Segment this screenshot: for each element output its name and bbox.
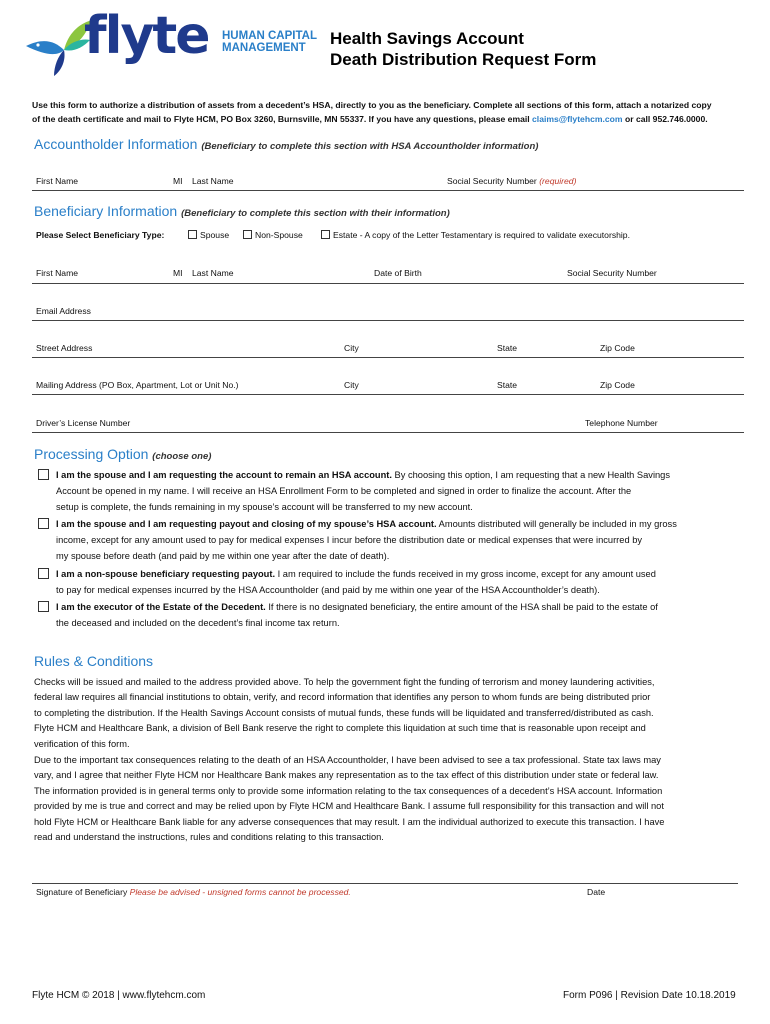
unsigned-warning: Please be advised - unsigned forms cannot be processed. — [129, 887, 351, 897]
divider — [32, 394, 744, 395]
beneficiary-last-name-field[interactable]: Last Name — [192, 268, 234, 278]
rules-p2-line: The information provided is in general terms only to provide some information relating to the tax consequences of a decedent’s HSA account. Information — [34, 785, 663, 796]
mailing-state-field[interactable]: State — [497, 380, 518, 390]
accountholder-ssn-field[interactable] — [447, 176, 576, 186]
footer-left: Flyte HCM © 2018 | www.flytehcm.com — [32, 990, 206, 1001]
form-title-line-2: Death Distribution Request Form — [330, 50, 597, 69]
option-4-line-1: I am the executor of the Estate of the Decedent. If there is no designated beneficiary, the entire amount of the HSA shall be paid to the estate of — [56, 602, 658, 612]
beneficiary-heading — [34, 203, 450, 219]
form-title — [330, 28, 596, 70]
processing-note: (choose one) — [152, 451, 212, 462]
option-3-line-1: I am a non-spouse beneficiary requesting payout. I am required to include the funds received in my gross income, except for any amount used — [56, 569, 656, 579]
processing-title: Processing Option — [34, 446, 149, 462]
signature-line — [32, 883, 738, 884]
intro-line-1: Use this form to authorize a distribution of assets from a decedent’s HSA, directly to you as the beneficiary. Complete all sections of this form, attach a notarized copy — [32, 100, 712, 110]
accountholder-ssn-label: Social Security Number — [447, 176, 537, 186]
rules-heading: Rules & Conditions — [34, 653, 154, 669]
rules-p1-line: verification of this form. — [34, 738, 130, 749]
signature-label: Signature of Beneficiary — [36, 887, 128, 897]
logo-tagline-2: MANAGEMENT — [222, 42, 306, 54]
required-marker: (required) — [539, 176, 577, 186]
option-1-text — [56, 467, 728, 515]
accountholder-mi-field[interactable]: MI — [173, 176, 183, 186]
beneficiary-mi-field[interactable]: MI — [173, 268, 183, 278]
mailing-address-field[interactable]: Mailing Address (PO Box, Apartment, Lot or Unit No.) — [36, 380, 239, 390]
footer-form-number: Form P096 | Revision Date 10.18.2019 — [563, 990, 736, 1001]
option-1-line-3: setup is complete, the funds remaining in my spouse’s account will be transferred to my new account. — [56, 502, 473, 512]
rules-p1-line: Flyte HCM and Healthcare Bank, a division of Bell Bank reserve the right to complete this liquidation at such time that is reasonable upon receipt and — [34, 723, 646, 734]
option-2-text — [56, 516, 728, 564]
claims-email-link[interactable]: claims@flytehcm.com — [532, 114, 623, 124]
rules-p2-line: provided by me is true and correct and may be relied upon by Flyte HCM and Healthcare Bank. I assume full responsibility for this transaction and will not — [34, 801, 664, 812]
divider — [32, 357, 744, 358]
intro-text — [32, 98, 744, 126]
processing-heading — [34, 446, 211, 462]
beneficiary-dob-field[interactable]: Date of Birth — [374, 268, 422, 278]
beneficiary-note: (Beneficiary to complete this section with their information) — [181, 208, 450, 219]
option-3-text — [56, 566, 728, 598]
accountholder-last-name-field[interactable]: Last Name — [192, 176, 234, 186]
rules-p1-line: Checks will be issued and mailed to the address provided above. To help the government fight the funding of terrorism and money laundering activities, — [34, 677, 655, 687]
rules-p2-line: hold Flyte HCM or Healthcare Bank liable for any adverse consequences that may result. I am the individual authorized to execute this transaction. I have — [34, 816, 665, 827]
form-title-line-1: Health Savings Account — [330, 29, 524, 48]
beneficiary-title: Beneficiary Information — [34, 203, 178, 219]
option-2-checkbox[interactable] — [38, 518, 49, 529]
logo-wordmark: flyte — [84, 6, 209, 66]
accountholder-title: Accountholder Information — [34, 136, 198, 152]
divider — [32, 283, 744, 284]
option-3-line-2: to pay for medical expenses incurred by the HSA Accountholder (and paid by me within one year of the HSA Accountholder’s death). — [56, 585, 600, 595]
signature-date-field[interactable]: Date — [587, 887, 606, 897]
divider — [32, 432, 744, 433]
option-1-checkbox[interactable] — [38, 469, 49, 480]
spouse-option[interactable]: Spouse — [188, 230, 229, 240]
option-2-line-2: income, except for any amount used to pay for medical expenses I incur before the distribution date or medical expenses that were incurred by — [56, 535, 643, 545]
accountholder-heading — [34, 136, 538, 152]
option-2-line-1: I am the spouse and I am requesting payout and closing of my spouse’s HSA account. Amounts distributed will generally be included in my gross — [56, 519, 677, 529]
processing-option-1[interactable] — [38, 467, 728, 515]
divider — [32, 320, 744, 321]
beneficiary-type-label: Please Select Beneficiary Type: — [36, 230, 165, 240]
processing-option-4[interactable] — [38, 599, 728, 631]
rules-p2-line: read and understand the instructions, rules and conditions relating to this transaction. — [34, 832, 384, 843]
accountholder-note: (Beneficiary to complete this section with HSA Accountholder information) — [201, 141, 539, 152]
street-address-field[interactable]: Street Address — [36, 343, 93, 353]
beneficiary-first-name-field[interactable]: First Name — [36, 268, 79, 278]
email-address-field[interactable]: Email Address — [36, 306, 91, 316]
processing-option-2[interactable] — [38, 516, 728, 564]
state-field[interactable]: State — [497, 343, 518, 353]
spouse-checkbox[interactable] — [188, 230, 197, 239]
mailing-city-field[interactable]: City — [344, 380, 359, 390]
estate-option[interactable]: Estate - A copy of the Letter Testamentary is required to validate executorship. — [321, 230, 630, 240]
rules-p2-line: Due to the important tax consequences relating to the death of an HSA Accountholder, I have been advised to see a tax professional. State tax laws may — [34, 755, 661, 765]
rules-paragraph-2 — [34, 753, 740, 845]
option-4-text — [56, 599, 728, 631]
flyte-logo — [24, 6, 324, 82]
signature-field[interactable] — [36, 887, 351, 897]
city-field[interactable]: City — [344, 343, 359, 353]
non-spouse-option[interactable]: Non-Spouse — [243, 230, 303, 240]
option-4-checkbox[interactable] — [38, 601, 49, 612]
divider — [32, 190, 744, 191]
logo-tagline — [222, 30, 317, 54]
option-2-line-3: my spouse before death (and paid by me within one year after the date of death). — [56, 551, 390, 561]
accountholder-first-name-field[interactable]: First Name — [36, 176, 79, 186]
rules-p2-line: vary, and I agree that neither Flyte HCM nor Healthcare Bank makes any representation as to the tax effect of this distribution under state or federal law. — [34, 770, 659, 781]
drivers-license-field[interactable]: Driver’s License Number — [36, 418, 131, 428]
zip-code-field[interactable]: Zip Code — [600, 343, 635, 353]
option-1-line-1: I am the spouse and I am requesting the account to remain an HSA account. By choosing this option, I am requesting that a new Health Savings — [56, 470, 671, 480]
rules-p1-line: federal law requires all financial institutions to obtain, verify, and record information that identifies any person to whom funds are being distributed prior — [34, 692, 651, 703]
beneficiary-ssn-field[interactable]: Social Security Number — [567, 268, 657, 278]
mailing-zip-code-field[interactable]: Zip Code — [600, 380, 635, 390]
intro-line-2: of the death certificate and mail to Flyte HCM, PO Box 3260, Burnsville, MN 55337. If you have any questions, please email claims@flytehcm.com or call 952.746.0000. — [32, 114, 708, 124]
processing-option-3[interactable] — [38, 566, 728, 598]
estate-checkbox[interactable] — [321, 230, 330, 239]
header — [24, 6, 754, 84]
option-1-line-2: Account be opened in my name. I will receive an HSA Enrollment Form to be completed and signed in order to finalize the account. After the — [56, 486, 632, 496]
telephone-field[interactable]: Telephone Number — [585, 418, 658, 428]
rules-paragraph-1 — [34, 675, 740, 752]
rules-p1-line: to completing the distribution. If the Health Savings Account consists of mutual funds, these funds will be liquidated and transferred/distributed as cash. — [34, 707, 654, 718]
non-spouse-checkbox[interactable] — [243, 230, 252, 239]
option-4-line-2: the deceased and included on the decedent’s final income tax return. — [56, 618, 340, 628]
option-3-checkbox[interactable] — [38, 568, 49, 579]
logo-tagline-1: HUMAN CAPITAL — [222, 30, 317, 42]
